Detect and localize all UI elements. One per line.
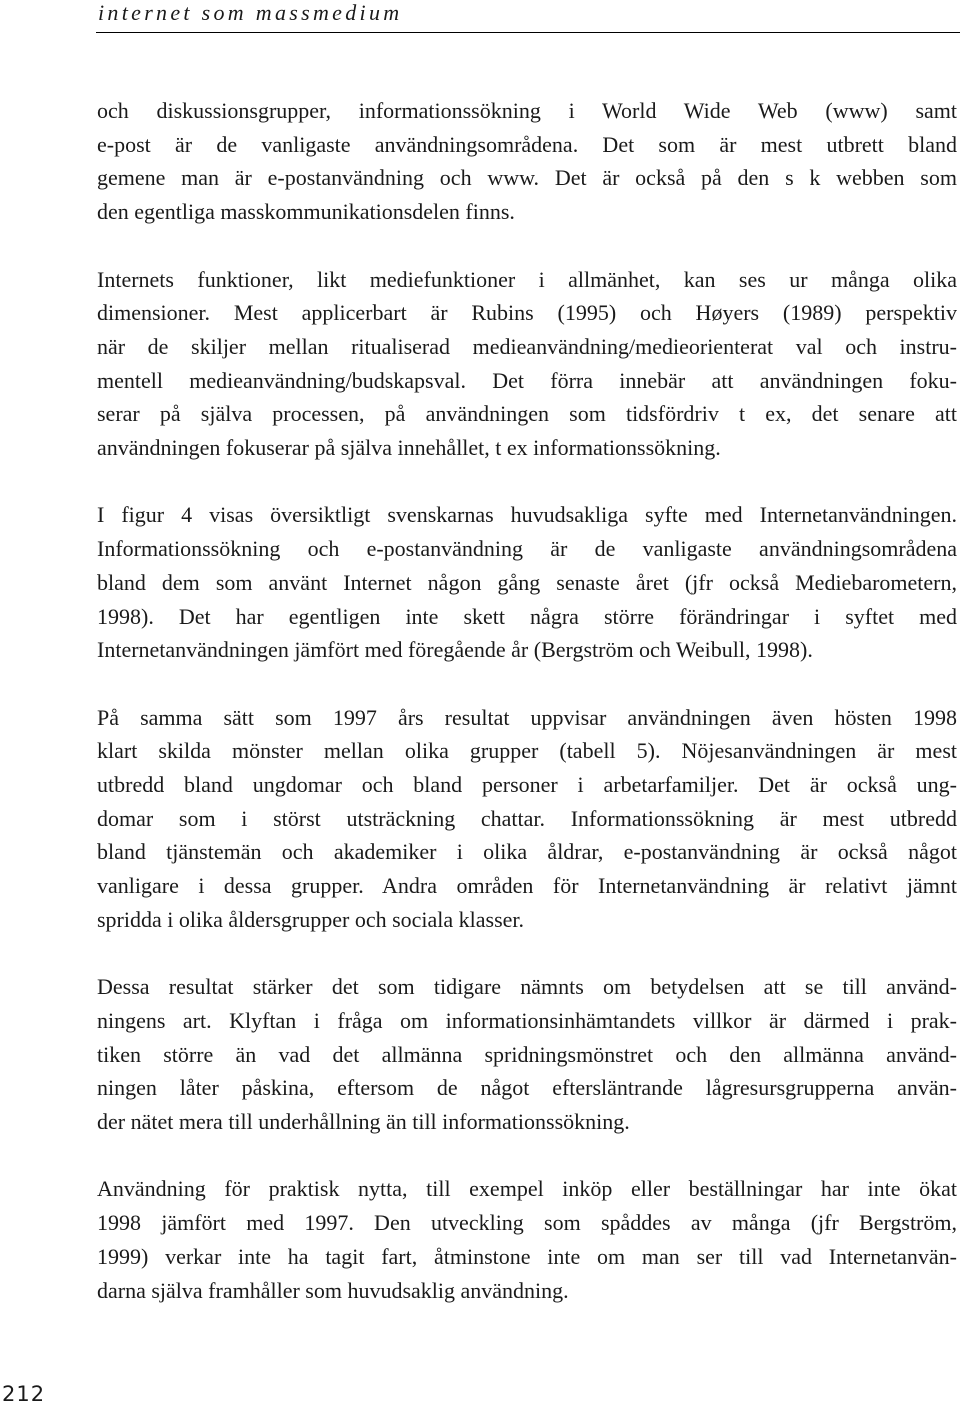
paragraph <box>97 263 957 465</box>
text-line: Användning för praktisk nytta, till exempel inköp eller beställningar har inte ökat <box>97 1176 957 1202</box>
text-line: klart skilda mönster mellan olika grupper (tabell 5). Nöjesanvändningen är mest <box>97 738 957 764</box>
text-line: mentell medieanvändning/budskapsval. Det förra innebär att användningen foku- <box>97 367 957 393</box>
text-line: bland dem som använt Internet någon gång senaste året (jfr också Mediebarometern, <box>97 569 957 595</box>
text-line: 1998). Det har egentligen inte skett några större förändringar i syftet med <box>97 603 957 629</box>
body-text <box>97 94 957 1341</box>
running-head-title: internet som massmedium <box>98 0 403 25</box>
text-line: när de skiljer mellan ritualiserad medieanvändning/medieorienterat val och instru- <box>97 333 957 359</box>
text-line: spridda i olika åldersgrupper och sociala klasser. <box>97 906 525 932</box>
text-line: vanligare i dessa grupper. Andra områden för Internetanvändning är relativt jämnt <box>97 873 957 899</box>
text-line: den egentliga masskommunikationsdelen finns. <box>97 199 515 225</box>
paragraph <box>97 1172 957 1307</box>
text-line: På samma sätt som 1997 års resultat uppvisar användningen även hösten 1998 <box>97 704 957 730</box>
text-line: tiken större än vad det allmänna spridningsmönstret och den allmänna använd- <box>97 1041 957 1067</box>
text-line: användningen fokuserar på själva innehållet, t ex informationssökning. <box>97 435 721 461</box>
text-line: Dessa resultat stärker det som tidigare nämnts om betydelsen att se till använd- <box>97 974 957 1000</box>
text-line: ningens art. Klyftan i fråga om informationsinhämtandets villkor är därmed i prak- <box>97 1007 957 1033</box>
page-number: 212 <box>2 1382 46 1406</box>
text-line: och diskussionsgrupper, informationssökning i World Wide Web (www) samt <box>97 98 957 123</box>
text-line: ningen låter påskina, eftersom de något eftersläntrande lågresursgrupperna använ- <box>97 1075 957 1101</box>
text-line: e-post är de vanligaste användningsområdena. Det som är mest utbrett bland <box>97 131 957 157</box>
paragraph <box>97 701 957 937</box>
text-line: Informationssökning och e-postanvändning är de vanligaste användningsområdena <box>97 536 957 562</box>
text-line: 1999) verkar inte ha tagit fart, åtminstone inte om man ser till vad Internetanvän- <box>97 1243 957 1269</box>
text-line: gemene man är e-postanvändning och www. Det är också på den s k webben som <box>97 165 957 191</box>
paragraph <box>97 498 957 667</box>
text-line: Internets funktioner, likt mediefunktioner i allmänhet, kan ses ur många olika <box>97 266 957 292</box>
text-line: domar som i störst utsträckning chattar. Informationssökning är mest utbredd <box>97 805 957 831</box>
text-line: 1998 jämfört med 1997. Den utveckling som spåddes av många (jfr Bergström, <box>97 1210 957 1236</box>
text-line: der nätet mera till underhållning än till informationssökning. <box>97 1109 630 1135</box>
paragraph <box>97 970 957 1139</box>
text-line: dimensioner. Mest applicerbart är Rubins (1995) och Høyers (1989) perspektiv <box>97 300 957 326</box>
text-line: bland tjänstemän och akademiker i olika åldrar, e-postanvändning är också något <box>97 839 957 865</box>
running-head <box>96 0 960 33</box>
text-line: serar på själva processen, på användningen som tidsfördriv t ex, det senare att <box>97 401 957 427</box>
text-line: darna själva framhåller som huvudsaklig användning. <box>97 1277 569 1303</box>
text-line: utbredd bland ungdomar och bland personer i arbetarfamiljer. Det är också ung- <box>97 772 957 798</box>
paragraph <box>97 94 957 229</box>
text-line: I figur 4 visas översiktligt svenskarnas huvudsakliga syfte med Internetanvändningen. <box>97 502 957 528</box>
text-line: Internetanvändningen jämfört med föregående år (Bergström och Weibull, 1998). <box>97 637 813 663</box>
